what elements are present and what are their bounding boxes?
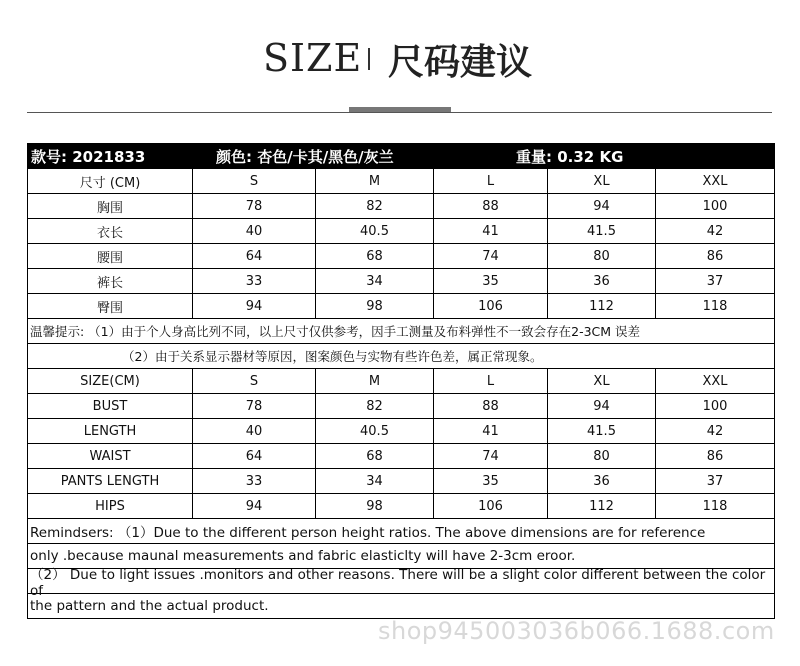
table-cell: 88 [433, 394, 547, 418]
product-info-bar [28, 144, 774, 168]
row-label: 臀围 [96, 300, 123, 316]
row-label: PANTS LENGTH [60, 473, 160, 489]
table-cell: 112 [547, 294, 655, 318]
page-header [0, 28, 800, 88]
cn-note-1: 温馨提示: （1）由于个人身高比列不同，以上尺寸仅供参考，因手工测量及布料弹性不一致会存在2-3CM 误差 [28, 318, 774, 343]
row-label: 衣长 [96, 225, 123, 241]
table-cell: 40.5 [315, 219, 433, 243]
table-cell: 40 [192, 419, 315, 443]
en-note-4: the pattern and the actual product. [28, 593, 774, 618]
table-cell: 80 [547, 444, 655, 468]
table-cell: 86 [655, 444, 774, 468]
table-cell: 106 [433, 294, 547, 318]
table-cell: 88 [433, 194, 547, 218]
table-cell: 118 [655, 294, 774, 318]
product-weight: 重量: 0.32 KG [516, 147, 624, 166]
table-row [28, 193, 774, 218]
table-cell: 40.5 [315, 419, 433, 443]
table-row [28, 393, 774, 418]
table-cell: 35 [433, 269, 547, 293]
size-title-en: SIZE [263, 36, 363, 80]
table-cell: 98 [315, 294, 433, 318]
size-title-cn: 尺码建议 [388, 42, 533, 83]
table-cell: 41 [433, 419, 547, 443]
table-row [28, 293, 774, 318]
table-cell: 41.5 [547, 419, 655, 443]
table-cell: 64 [192, 444, 315, 468]
row-label: LENGTH [83, 423, 137, 439]
table-cell: 118 [655, 494, 774, 518]
table-cell: 74 [433, 244, 547, 268]
header-cell: M [315, 169, 433, 193]
table-cell: 68 [315, 244, 433, 268]
table-cell: 41.5 [547, 219, 655, 243]
header-cell: XL [547, 369, 655, 393]
row-label: WAIST [89, 448, 131, 464]
table-row [28, 443, 774, 468]
table-cell: 94 [192, 494, 315, 518]
table-cell: 64 [192, 244, 315, 268]
table-cell: 80 [547, 244, 655, 268]
table-cell: 94 [192, 294, 315, 318]
title-underline [27, 112, 772, 113]
table-cell: 78 [192, 394, 315, 418]
table-cell: 36 [547, 269, 655, 293]
row-label: 裤长 [96, 275, 123, 291]
title-separator [368, 48, 370, 70]
header-cell: 尺寸 (CM) [79, 175, 141, 191]
table-cell: 86 [655, 244, 774, 268]
table-cell: 37 [655, 269, 774, 293]
header-cell: M [315, 369, 433, 393]
cn-header-row [28, 168, 774, 193]
table-cell: 100 [655, 194, 774, 218]
table-cell: 36 [547, 469, 655, 493]
table-cell: 106 [433, 494, 547, 518]
table-cell: 37 [655, 469, 774, 493]
table-cell: 100 [655, 394, 774, 418]
header-cell: L [433, 169, 547, 193]
en-note-3: （2） Due to light issues .monitors and other reasons. There will be a slight color different between the color of [28, 568, 774, 593]
header-cell: SIZE(CM) [80, 373, 140, 389]
row-label: 胸围 [96, 200, 123, 216]
table-row [28, 268, 774, 293]
table-cell: 33 [192, 269, 315, 293]
cn-note-2: （2）由于关系显示器材等原因，图案颜色与实物有些许色差，属正常现象。 [28, 343, 774, 368]
table-cell: 78 [192, 194, 315, 218]
table-cell: 74 [433, 444, 547, 468]
table-cell: 94 [547, 394, 655, 418]
table-cell: 82 [315, 394, 433, 418]
shop-watermark: shop945003036b066.1688.com [378, 617, 775, 645]
table-cell: 98 [315, 494, 433, 518]
en-note-2: only .because maunal measurements and fabric elasticlty will have 2-3cm eroor. [28, 543, 774, 568]
table-cell: 35 [433, 469, 547, 493]
header-cell: S [192, 169, 315, 193]
header-cell: XXL [655, 369, 774, 393]
header-cell: L [433, 369, 547, 393]
size-table [27, 143, 775, 619]
table-cell: 34 [315, 469, 433, 493]
table-cell: 34 [315, 269, 433, 293]
table-cell: 42 [655, 419, 774, 443]
en-header-row [28, 368, 774, 393]
row-label: HIPS [95, 498, 125, 514]
header-cell: XXL [655, 169, 774, 193]
header-cell: S [192, 369, 315, 393]
table-cell: 33 [192, 469, 315, 493]
table-row [28, 468, 774, 493]
product-colors: 颜色: 杏色/卡其/黑色/灰兰 [216, 147, 394, 166]
table-cell: 42 [655, 219, 774, 243]
en-note-1: Remindsers: （1）Due to the different person height ratios. The above dimensions are for reference [28, 518, 774, 543]
table-cell: 68 [315, 444, 433, 468]
table-cell: 40 [192, 219, 315, 243]
table-row [28, 493, 774, 518]
table-cell: 82 [315, 194, 433, 218]
table-cell: 112 [547, 494, 655, 518]
table-cell: 94 [547, 194, 655, 218]
row-label: BUST [92, 398, 128, 414]
product-code: 款号: 2021833 [31, 147, 146, 166]
header-cell: XL [547, 169, 655, 193]
table-row [28, 418, 774, 443]
table-row [28, 218, 774, 243]
table-row [28, 243, 774, 268]
row-label: 腰围 [96, 250, 123, 266]
table-cell: 41 [433, 219, 547, 243]
